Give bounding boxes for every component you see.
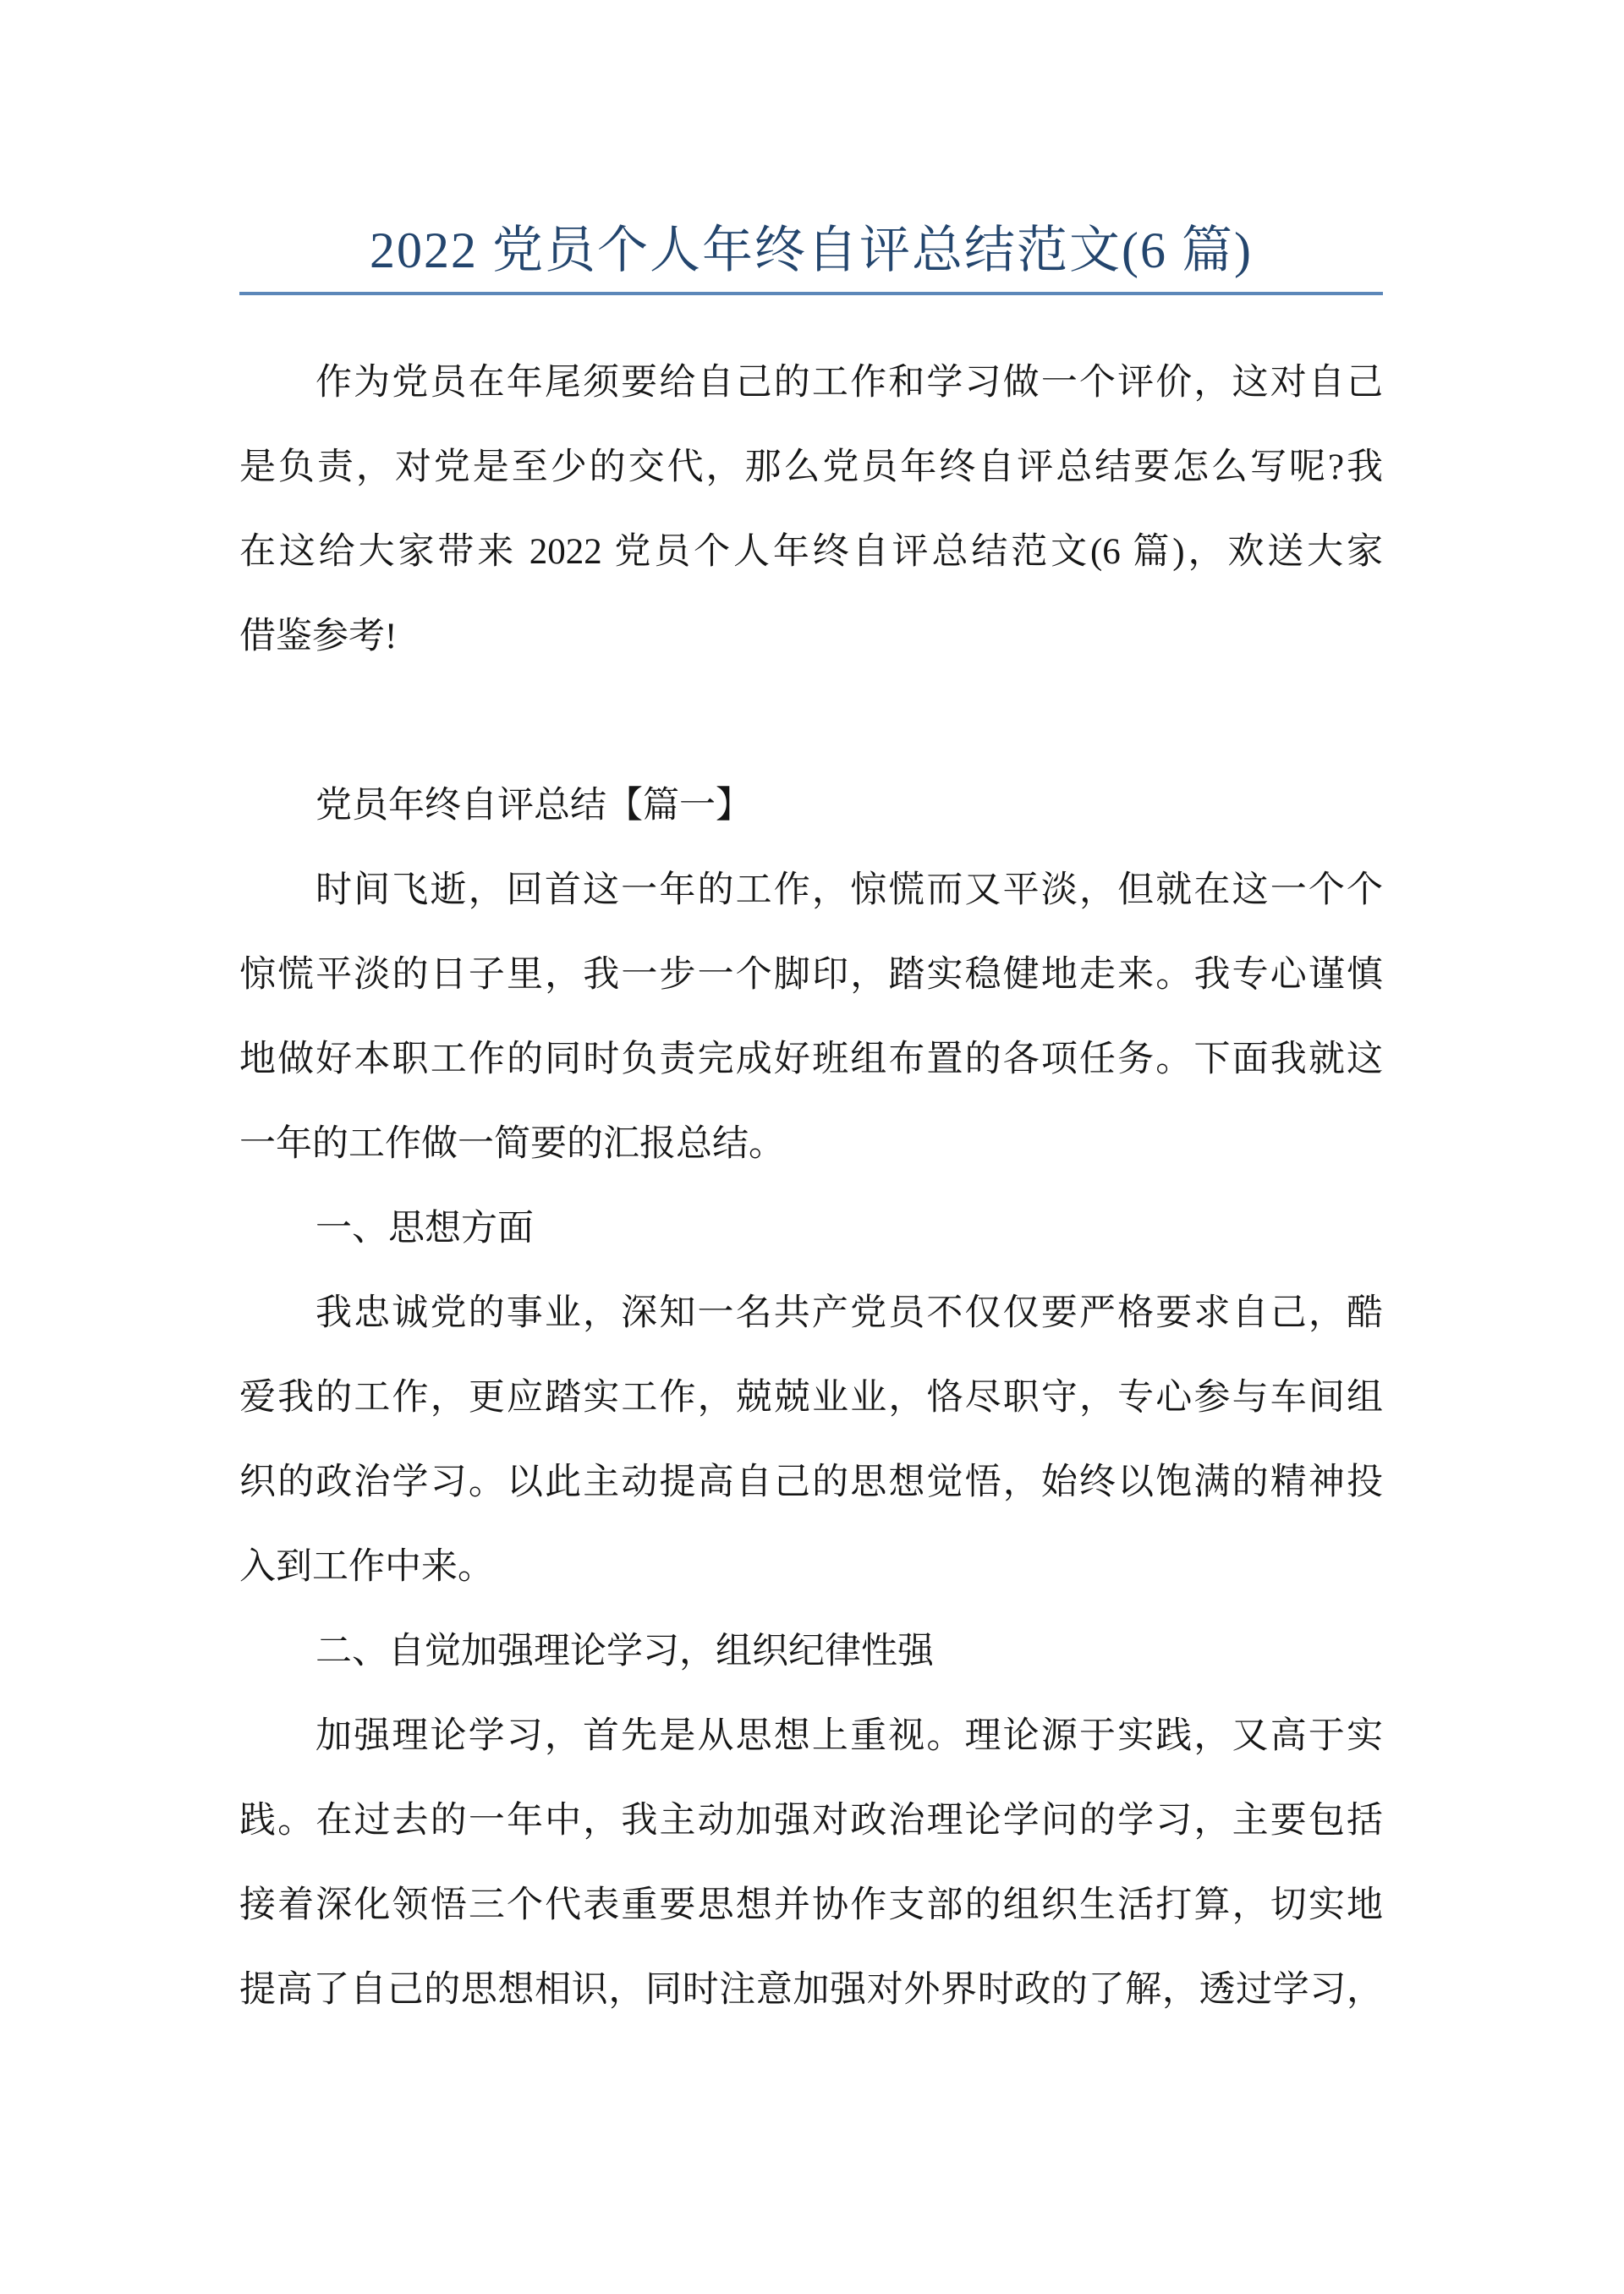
document-body <box>239 341 1383 2033</box>
text-line: 接着深化领悟三个代表重要思想并协作支部的组织生活打算，切实地 <box>239 1885 1383 1925</box>
text-line: 加强理论学习，首先是从思想上重视。理论源于实践，又高于实 <box>315 1716 1383 1756</box>
section-heading-line: 二、自觉加强理论学习，组织纪律性强 <box>315 1632 934 1671</box>
text-line: 惊慌平淡的日子里，我一步一个脚印，踏实稳健地走来。我专心谨慎 <box>239 955 1383 995</box>
document-title: 2022 党员个人年终自评总结范文(6 篇) <box>370 222 1253 279</box>
text-line: 借鉴参考! <box>239 617 398 656</box>
text-line: 我忠诚党的事业，深知一名共产党员不仅仅要严格要求自己，酷 <box>315 1293 1383 1333</box>
text-line: 入到工作中来。 <box>239 1547 494 1587</box>
text-line: 地做好本职工作的同时负责完成好班组布置的各项任务。下面我就这 <box>239 1040 1383 1079</box>
text-line: 在这给大家带来 2022 党员个人年终自评总结范文(6 篇)，欢送大家 <box>239 532 1383 572</box>
text-line: 一年的工作做一简要的汇报总结。 <box>239 1124 785 1164</box>
text-line: 是负责，对党是至少的交代，那么党员年终自评总结要怎么写呢?我 <box>239 447 1383 487</box>
title-divider <box>239 292 1383 295</box>
text-line: 提高了自己的思想相识，同时注意加强对外界时政的了解，透过学习， <box>239 1970 1383 2010</box>
section-heading-line: 一、思想方面 <box>315 1209 534 1249</box>
blank-line <box>239 679 1383 764</box>
text-line: 作为党员在年尾须要给自己的工作和学习做一个评价，这对自己 <box>315 363 1383 403</box>
text-line: 爱我的工作，更应踏实工作，兢兢业业，恪尽职守，专心参与车间组 <box>239 1378 1383 1418</box>
text-line: 时间飞逝，回首这一年的工作，惊慌而又平淡，但就在这一个个 <box>315 870 1383 910</box>
section-heading-line: 党员年终自评总结【篇一】 <box>315 786 752 826</box>
text-line: 织的政治学习。以此主动提高自己的思想觉悟，始终以饱满的精神投 <box>239 1463 1383 1502</box>
text-line: 践。在过去的一年中，我主动加强对政治理论学问的学习，主要包括 <box>239 1801 1383 1841</box>
